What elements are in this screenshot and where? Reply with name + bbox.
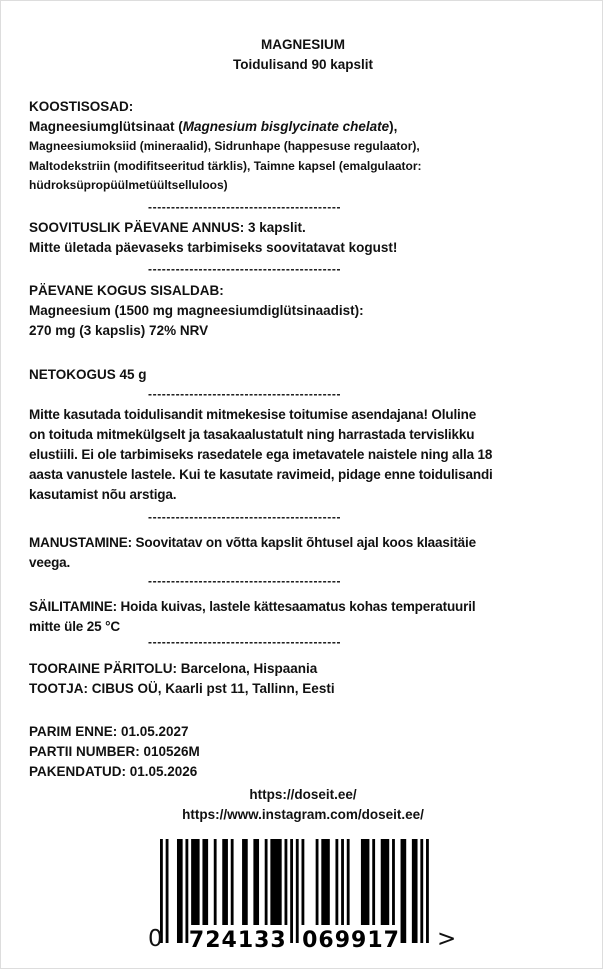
usage-line-1: MANUSTAMINE: Soovitatav on võtta kapslit õhtusel ajal koos klaasitäie — [29, 535, 477, 550]
daily-heading: PÄEVANE KOGUS SISALDAB: — [29, 283, 224, 298]
storage-line-2: mitte üle 25 °C — [29, 619, 120, 634]
ingredients-section — [29, 97, 577, 196]
barcode-bar — [253, 839, 259, 925]
barcode — [148, 837, 453, 952]
links-section — [29, 785, 577, 825]
daily-line-2: 270 mg (3 kapslis) 72% NRV — [29, 323, 209, 338]
separator: ------------------------------------------ — [148, 510, 342, 524]
ingredients-latin-name: Magnesium bisglycinate chelate — [182, 119, 390, 134]
barcode-bar — [381, 839, 389, 925]
barcode-bar — [296, 839, 299, 943]
barcode-bar — [321, 839, 329, 925]
warning-line-3: elustiili. Ei ole tarbimiseks rasedatele ega imetavatele naistele ning alla 18 — [29, 447, 493, 462]
ingredients-line-1-end: ), — [389, 119, 398, 134]
ingredients-line-2: Magneesiumoksiid (mineraalid), Sidrunhape (happesuse regulaator), — [29, 139, 420, 153]
ingredients-heading: KOOSTISOSAD: — [29, 99, 134, 114]
label-header — [29, 35, 577, 75]
warning-line-2: on toituda mitmekülgselt ja tasakaalustatult ning harrastada tervislikku — [29, 427, 475, 442]
barcode-bar — [426, 839, 429, 943]
barcode-left-digits: 724133 — [188, 928, 287, 949]
barcode-bar — [177, 839, 183, 943]
barcode-bar — [166, 839, 169, 943]
origin-section — [29, 659, 577, 699]
barcode-bar — [265, 839, 268, 925]
ingredients-line-1-start: Magneesiumglütsinaat ( — [29, 119, 183, 134]
barcode-bar — [316, 839, 319, 925]
usage-line-2: veega. — [29, 555, 71, 570]
barcode-bar — [222, 839, 228, 925]
warning-line-4: aasta vanustele lastele. Kui te kasutate ravimeid, pidage enne toidulisandi — [29, 467, 493, 482]
product-title: MAGNESIUM — [261, 37, 345, 52]
barcode-graphic — [148, 837, 453, 952]
barcode-bar — [302, 839, 305, 925]
barcode-bar — [392, 839, 395, 925]
dose-section — [29, 218, 577, 258]
origin-line-1: TOORAINE PÄRITOLU: Barcelona, Hispaania — [29, 661, 318, 676]
warning-line-5: kasutamist nõu arstiga. — [29, 487, 177, 502]
dose-line-1: SOOVITUSLIK PÄEVANE ANNUS: 3 kapslit. — [29, 220, 306, 235]
best-before: PARIM ENNE: 01.05.2027 — [29, 724, 189, 739]
barcode-bar — [335, 839, 338, 925]
separator: ------------------------------------------ — [148, 200, 342, 214]
daily-amount-section — [29, 281, 577, 341]
origin-line-2: TOOTJA: CIBUS OÜ, Kaarli pst 11, Tallinn, Eesti — [29, 681, 335, 696]
barcode-bar — [290, 839, 293, 943]
website-link[interactable]: https://doseit.ee/ — [249, 787, 357, 802]
warning-section — [29, 405, 577, 505]
instagram-link[interactable]: https://www.instagram.com/doseit.ee/ — [182, 807, 424, 822]
barcode-bar — [185, 839, 188, 943]
barcode-bar — [231, 839, 234, 925]
barcode-bar — [270, 839, 281, 925]
batch-section — [29, 722, 577, 782]
ingredients-line-4: hüdroksüpropüülmetüültselluloos) — [29, 178, 228, 192]
storage-section — [29, 597, 577, 637]
barcode-bar — [214, 839, 217, 925]
usage-section — [29, 533, 577, 573]
separator: ------------------------------------------ — [148, 262, 342, 276]
separator: ------------------------------------------ — [148, 635, 342, 649]
separator: ------------------------------------------ — [148, 574, 342, 588]
net-weight: NETOKOGUS 45 g — [29, 367, 147, 382]
warning-line-1: Mitte kasutada toidulisandit mitmekesise toitumise asendajana! Oluline — [29, 407, 477, 422]
ingredients-line-1 — [29, 117, 577, 137]
barcode-right-digits: 069917 — [302, 928, 400, 949]
storage-line-1: SÄILITAMINE: Hoida kuivas, lastele kättesaamatus kohas temperatuuril — [29, 599, 476, 614]
barcode-bar — [361, 839, 369, 925]
separator: ------------------------------------------ — [148, 387, 342, 401]
barcode-end-marker: > — [437, 926, 457, 952]
barcode-bar — [202, 839, 208, 925]
barcode-bar — [372, 839, 375, 925]
barcode-bar — [420, 839, 423, 943]
barcode-bar — [347, 839, 350, 925]
daily-line-1: Magneesium (1500 mg magneesiumdiglütsinaadist): — [29, 303, 364, 318]
ingredients-line-3: Maltodekstriin (modifitseeritud tärklis), Taimne kapsel (emalgulaator: — [29, 158, 422, 173]
barcode-bar — [412, 839, 418, 943]
barcode-bar — [191, 839, 199, 925]
product-subtitle: Toidulisand 90 kapslit — [232, 57, 374, 72]
barcode-bar — [242, 839, 248, 925]
dose-line-2: Mitte ületada päevaseks tarbimiseks soovitatavat kogust! — [29, 240, 398, 255]
batch-number: PARTII NUMBER: 010526M — [29, 744, 200, 759]
barcode-system-digit: 0 — [148, 926, 163, 952]
barcode-bar — [401, 839, 407, 943]
barcode-bar — [341, 839, 344, 925]
packed-date: PAKENDATUD: 01.05.2026 — [29, 764, 198, 779]
barcode-bar — [285, 839, 288, 925]
